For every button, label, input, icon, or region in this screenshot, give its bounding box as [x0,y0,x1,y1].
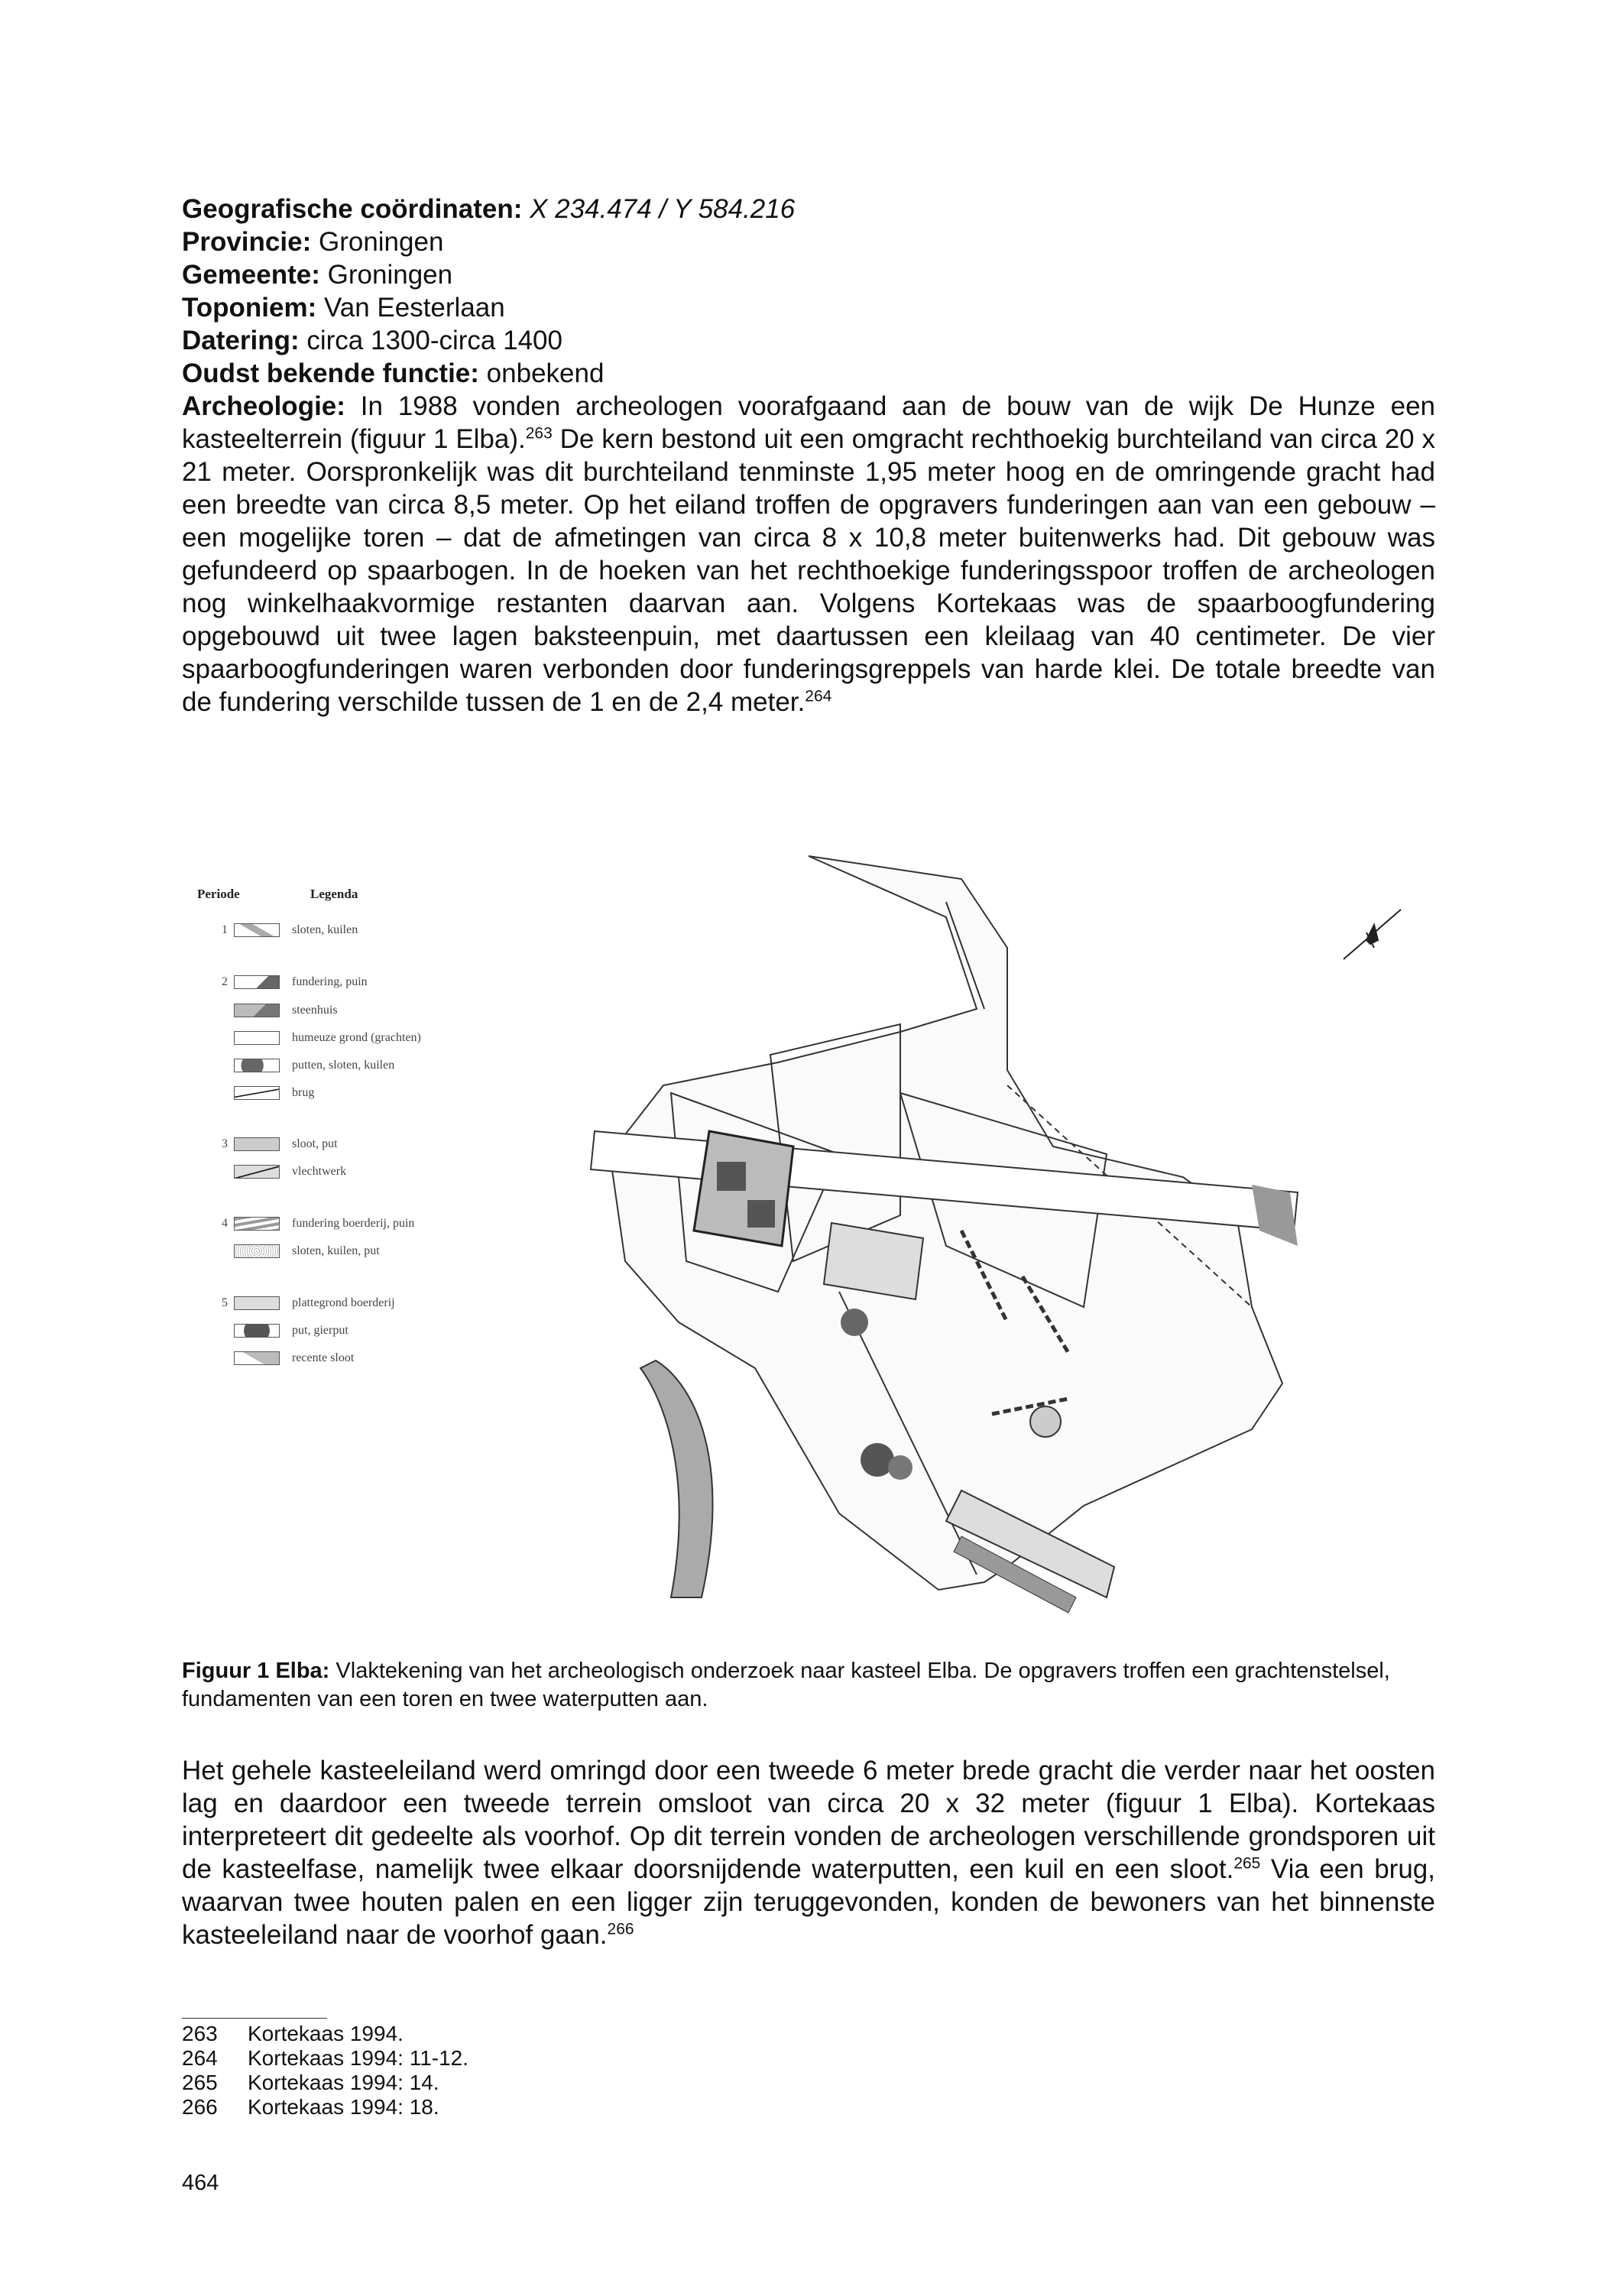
legend-label: put, gierput [292,1324,348,1337]
footnote-ref[interactable]: 264 [805,687,832,705]
legend-item [234,1242,380,1260]
footnotes [182,2022,468,2119]
north-arrow-icon [1344,910,1401,959]
legend-label: vlechtwerk [292,1165,347,1178]
legend-label: fundering boerderij, puin [292,1217,415,1230]
legend-item [222,1215,415,1233]
footnote-ref[interactable]: 266 [607,1920,634,1938]
legend-item [234,1001,338,1020]
legend-swatch [234,1031,280,1045]
legend-item [222,1135,338,1153]
archeologie-paragraph: Archeologie: In 1988 vonden archeologen voorafgaand aan de bouw van de wijk De Hunze een kasteelterrein (figuur 1 Elba).$^{263}$ De kern bestond uit een omgracht rechthoekig burchteiland van circa 20 x 21 meter. Oorspronkelijk was dit burchteiland tenminste 1,95 meter hoog en de omringende gracht had een breedte van circa 8,5 meter. Op het eiland troffen de opgravers funderingen aan van een gebouw – een mogelijke toren – dat de afmetingen van circa 8 x 10,8 meter buitenwerks had. Dit gebouw was gefundeerd op spaarbogen. In de hoeken van het rechthoekige funderingsspoor troffen de archeologen nog winkelhaakvormige restanten daarvan aan. Volgens Kortekaas was de spaarboogfundering opgebouwd uit twee lagen baksteenpuin, met daartussen een kleilaag van 40 centimeter. De vier spaarboogfunderingen waren verbonden door funderingsgreppels van harde klei. De totale breedte van de fundering verschilde tussen de 1 en de 2,4 meter.$^{264}$ [182,391,1435,717]
legend-swatch [234,975,280,989]
legend-swatch [234,923,280,937]
legend-label: sloot, put [292,1137,338,1150]
toponiem-line: Toponiem: Van Eesterlaan [182,293,505,323]
datering-line: Datering: circa 1300-circa 1400 [182,326,562,355]
legend-periode: 1 [222,923,228,936]
footnote: 264 Kortekaas 1994: 11-12. [182,2046,469,2070]
legend-item [234,1349,354,1367]
legend-swatch [234,1324,280,1338]
legend-swatch [234,1244,280,1258]
legend-periode: 4 [222,1217,228,1230]
legend-item [222,973,368,991]
legend-swatch [234,1296,280,1310]
body-paragraph-2: Het gehele kasteeleiland werd omringd door een tweede 6 meter brede gracht die verder naar het oosten lag en daardoor een tweede terrein omsloot van circa 20 x 32 meter (figuur 1 Elba). Kortekaas interpreteert dit gedeelte als voorhof. Op dit terrein vonden de archeologen verschillende grondsporen uit de kasteelfase, namelijk twee elkaar doorsnijdende waterputten, een kuil en een sloot.$^{265}$ Via een brug, waarvan twee houten palen en een ligger zijn teruggevonden, konden de bewoners van het binnenste kasteeleiland naar de voorhof gaan.$^{266}$ [182,1756,1435,1950]
legend-item [234,1163,346,1181]
legend-item [222,921,358,939]
legend-swatch [234,1217,280,1231]
legend-item [234,1084,314,1102]
legend-periode: 5 [222,1296,228,1309]
legend-item [234,1029,421,1047]
legend-label: plattegrond boerderij [292,1296,395,1309]
figure-caption: Figuur 1 Elba: Vlaktekening van het archeologisch onderzoek naar kasteel Elba. De opgravers troffen een grachtenstelsel, fundamenten van een toren en twee waterputten aan. [182,1659,1390,1711]
page-number: 464 [182,2171,219,2195]
coords-line: Geografische coördinaten: X 234.474 / Y 584.216 [182,194,796,224]
gemeente-line: Gemeente: Groningen [182,260,453,290]
figure-elba [182,833,1435,1628]
legend-label: sloten, kuilen, put [292,1244,380,1257]
legend-periode: 2 [222,975,228,988]
legend-label: recente sloot [292,1351,355,1364]
legend-swatch [234,1059,280,1072]
legend-item [222,1294,395,1312]
legend-item [234,1056,394,1075]
footnote: 263 Kortekaas 1994. [182,2022,404,2045]
provincie-line: Provincie: Groningen [182,227,444,257]
functie-line: Oudst bekende functie: onbekend [182,358,605,388]
legend-label: humeuze grond (grachten) [292,1031,421,1044]
moat-stippled [640,1361,713,1597]
legend-swatch [234,1086,280,1100]
legend-label: brug [292,1086,315,1099]
footnote-ref[interactable]: 263 [525,424,553,443]
legend-swatch [234,1004,280,1017]
footnote: 266 Kortekaas 1994: 18. [182,2095,439,2119]
footnote-ref[interactable]: 265 [1233,1854,1261,1873]
legend-swatch [234,1137,280,1151]
legend-legenda-header: Legenda [310,887,358,901]
legend-periode: 3 [222,1137,228,1150]
legend-periode-header: Periode [197,887,240,901]
legend-label: steenhuis [292,1004,338,1017]
excavation-map [579,833,1435,1628]
legend-swatch [234,1165,280,1179]
footnote-divider [182,2018,327,2019]
legend-label: putten, sloten, kuilen [292,1059,395,1072]
legend-label: sloten, kuilen [292,923,358,936]
footnote: 265 Kortekaas 1994: 14. [182,2071,439,2094]
legend-item [234,1322,348,1340]
legend-swatch [234,1351,280,1365]
legend-label: fundering, puin [292,975,368,988]
site-metadata [182,193,1435,718]
